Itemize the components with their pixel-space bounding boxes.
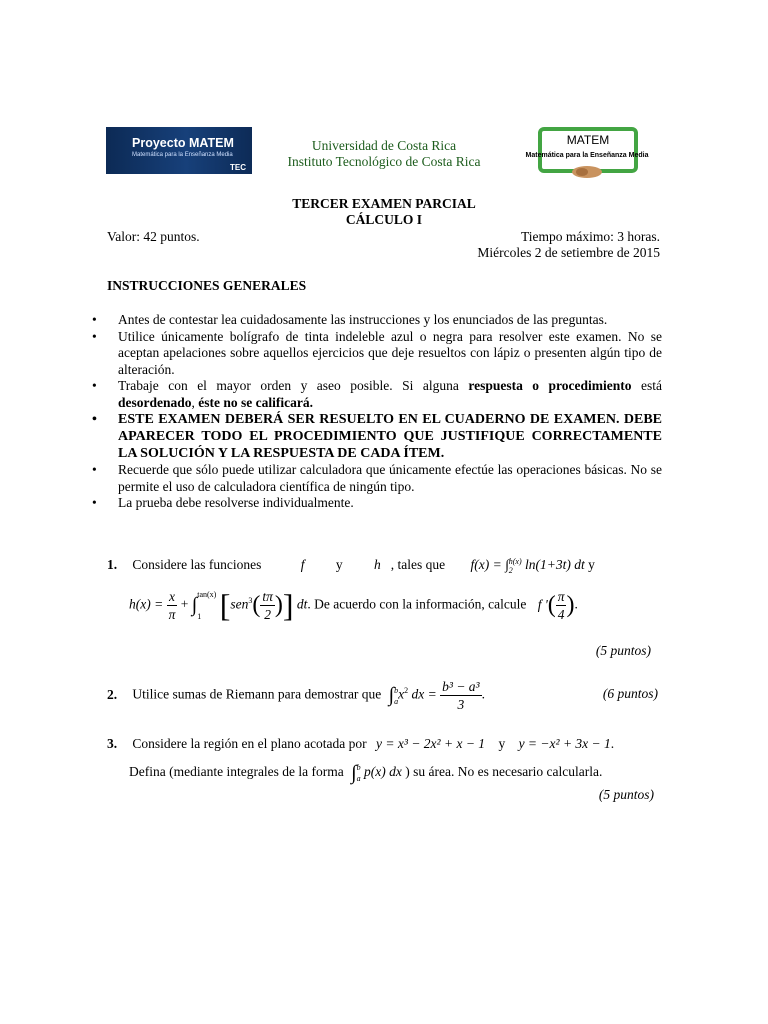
matem-logo-subtitle: Matemática para la Enseñanza Media: [525, 152, 649, 159]
exam-date: Miércoles 2 de setiembre de 2015: [477, 245, 660, 260]
list-item: • ESTE EXAMEN DEBERÁ SER RESUELTO EN EL CUADERNO DE EXAMEN. DEBE APARECER TODO EL PROCEDIMIENTO QUE JUSTIFIQUE CORRECTAMENTE LA SOLUCIÓN Y LA RESPUESTA DE CADA ÍTEM.: [92, 412, 662, 461]
tec-mark: TEC: [230, 163, 246, 172]
question-3-line2: Defina (mediante integrales de la forma ∫ b a p(x) dx ) su área. No es necesario calcularla.: [129, 761, 603, 784]
fraction-riemann-result: $\frac{\text{b³ − a³}}{3}$: [442, 679, 480, 712]
matem-logo-name: MATEM: [566, 133, 610, 147]
question-3-points: (5 puntos): [598, 787, 654, 802]
h-definition: h(x) =: [129, 596, 167, 612]
question-2-points: (6 puntos): [602, 686, 658, 701]
institution-ucr: Universidad de Costa Rica: [311, 138, 457, 153]
f-definition: f(x) = ∫: [470, 557, 509, 572]
bullet-icon: •: [92, 378, 97, 393]
question-number: 1.: [107, 557, 118, 572]
instructions-heading: INSTRUCCIONES GENERALES: [107, 278, 307, 293]
list-item: • Utilice únicamente bolígrafo de tinta indeleble azul o negra para resolver este examen. No se aceptan apelaciones sobre aquellos ejercicios que deje resueltos con lápiz o presenten algún tipo de alteración.: [92, 328, 662, 377]
question-number: 3.: [107, 736, 118, 751]
question-1-line1: 1. Considere las funciones f y h , tales que f(x) = ∫ h(x) 2 ln(1+3t) dt y: [107, 556, 595, 575]
exam-value: Valor: 42 puntos.: [107, 229, 200, 244]
logo-left-subtitle: Matemática para la Enseñanza Media: [132, 152, 233, 158]
hands-icon: [570, 164, 604, 180]
bullet-icon: •: [92, 495, 97, 510]
list-item: • La prueba debe resolverse individualmente.: [92, 495, 354, 510]
question-1-points: (5 puntos): [595, 643, 651, 658]
list-item: • Antes de contestar lea cuidadosamente las instrucciones y los enunciados de las preguntas.: [92, 312, 608, 327]
list-item: • Recuerde que sólo puede utilizar calculadora que únicamente efectúe las operaciones básicas. No se permite el uso de calculadora científica de ningún tipo.: [92, 462, 662, 494]
question-number: 2.: [107, 686, 118, 702]
fraction-x-pi: $\frac{x}{\pi}$: [168, 589, 176, 622]
exam-title: TERCER EXAMEN PARCIAL: [292, 196, 476, 211]
question-3-line1: 3. Considere la región en el plano acotada por y = x³ − 2x² + x − 1 y y = −x² + 3x − 1.: [107, 736, 615, 751]
question-1-line2: h(x) = $\frac{x}{\pi}$ + ∫ tan(x) 1 [sen$^3$( $\frac{t\pi}{2}$ )] dt. De acuerdo con la información, calcule f '( $\frac{\pi}{4}$ ).: [129, 587, 578, 623]
bullet-icon: •: [92, 462, 97, 477]
bullet-icon: •: [92, 412, 97, 427]
bullet-icon: •: [92, 312, 97, 327]
list-item: • Trabaje con el mayor orden y aseo posible. Si alguna respuesta o procedimiento está desordenado, éste no se calificará.: [92, 378, 662, 410]
institution-itcr: Instituto Tecnológico de Costa Rica: [287, 154, 481, 169]
fraction-t-pi-2: $\frac{t\pi}{2}$: [262, 589, 273, 622]
exam-time: Tiempo máximo: 3 horas.: [520, 229, 660, 244]
logo-left-name: Proyecto MATEM: [132, 136, 234, 150]
question-2: 2. Utilice sumas de Riemann para demostrar que ∫ b a $x^2$ dx = $\frac{\text{b³ − a³}}{3}$ .: [107, 679, 485, 712]
exam-subject: CÁLCULO I: [345, 212, 423, 227]
fraction-pi-4: $\frac{\pi}{4}$: [557, 589, 565, 622]
matem-logo: [520, 124, 654, 182]
bullet-icon: •: [92, 328, 97, 344]
instructions-list: [92, 312, 662, 512]
